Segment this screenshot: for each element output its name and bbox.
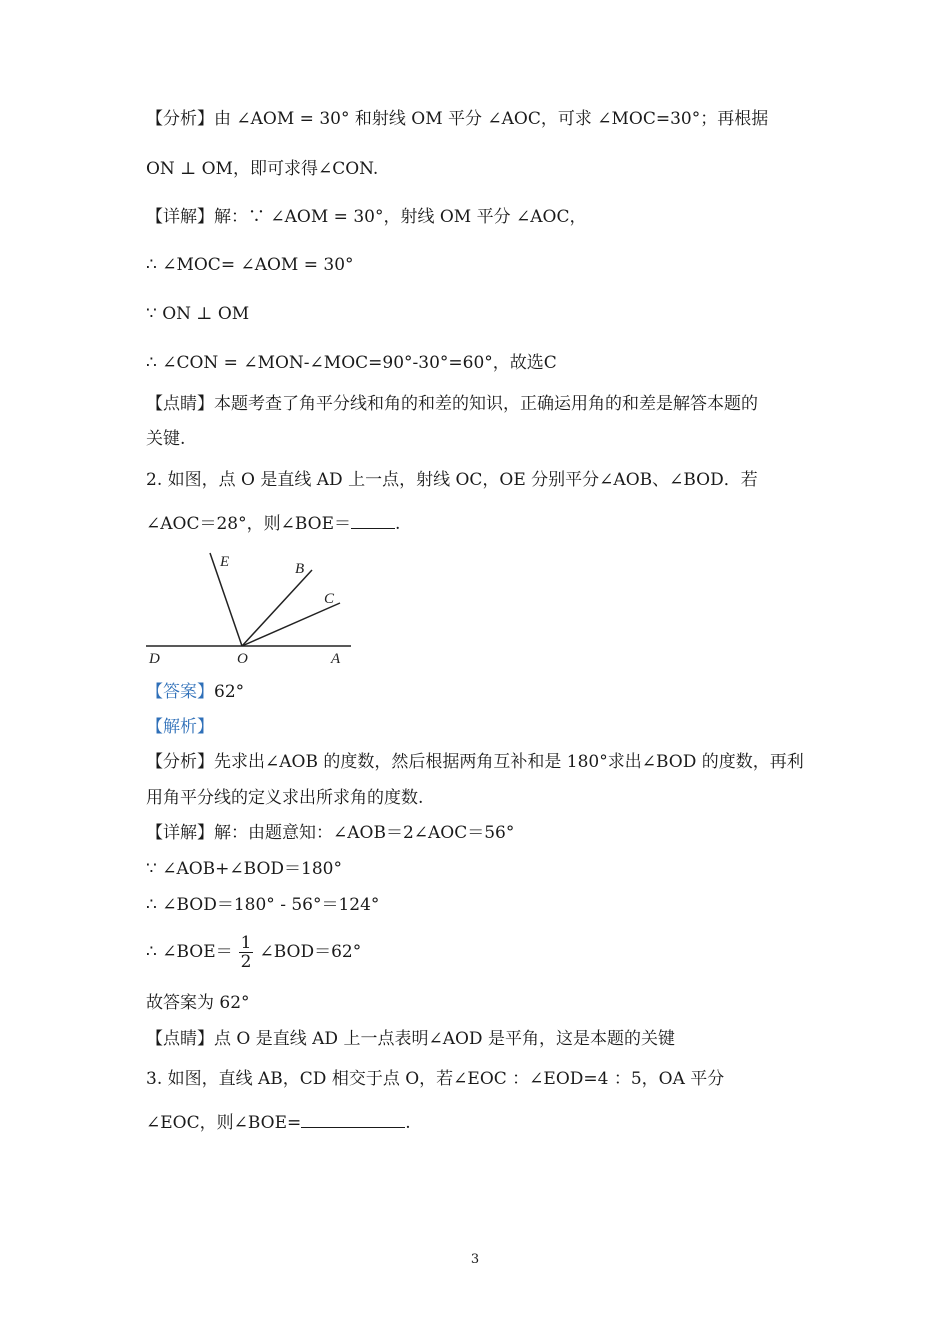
- label-E: E: [220, 554, 230, 570]
- answer-label: 【答案】: [146, 682, 214, 702]
- period: .: [395, 514, 401, 534]
- label-A: A: [331, 651, 341, 667]
- answer-line: [146, 681, 810, 703]
- label-O: O: [237, 651, 248, 667]
- line-6: ∴ ∠CON = ∠MON-∠MOC=90°-30°=60°，故选C: [146, 353, 557, 373]
- q2-conclusion: 故答案为 62°: [146, 993, 250, 1013]
- q2-detail-4-suffix: ∠BOD＝62°: [259, 942, 362, 962]
- q2-detail-4: [146, 932, 810, 972]
- q2-analysis-2: 用角平分线的定义求出所求角的度数.: [146, 788, 424, 808]
- fraction: [239, 934, 254, 971]
- line-3: 【详解】解：∵ ∠AOM = 30°，射线 OM 平分 ∠AOC，: [146, 207, 587, 227]
- line-1: 【分析】由 ∠AOM = 30° 和射线 OM 平分 ∠AOC，可求 ∠MOC=30°；再根据: [146, 109, 769, 129]
- q2-detail-3: ∴ ∠BOD＝180° - 56°＝124°: [146, 895, 380, 915]
- answer-blank-3: [301, 1113, 405, 1128]
- label-B: B: [295, 561, 305, 577]
- q2-analysis-1: 【分析】先求出∠AOB 的度数，然后根据两角互补和是 180°求出∠BOD 的度数，再利: [146, 752, 804, 772]
- page-number: 3: [470, 1252, 480, 1267]
- label-D: D: [149, 651, 160, 667]
- question-3-stem-2: [146, 1112, 810, 1134]
- question-3-stem-text: ∠EOC，则∠BOE=: [146, 1113, 302, 1133]
- question-2-stem: 2. 如图，点 O 是直线 AD 上一点，射线 OC，OE 分别平分∠AOB、∠BOD．若: [146, 470, 758, 490]
- q2-note: 【点睛】点 O 是直线 AD 上一点表明∠AOD 是平角，这是本题的关键: [146, 1029, 675, 1049]
- analysis-label: 【解析】: [146, 717, 214, 737]
- line-7: 【点睛】本题考查了角平分线和角的和差的知识，正确运用角的和差是解答本题的: [146, 394, 758, 414]
- line-5: ∵ ON ⊥ OM: [146, 304, 250, 324]
- answer-blank: [351, 514, 395, 529]
- geometry-figure: [140, 545, 360, 674]
- line-2: ON ⊥ OM，即可求得∠CON.: [146, 159, 379, 179]
- q2-detail-1: 【详解】解：由题意知：∠AOB＝2∠AOC＝56°: [146, 823, 515, 843]
- question-3-stem: 3. 如图，直线 AB，CD 相交于点 O，若∠EOC ：∠EOD=4 ：5，OA 平分: [146, 1069, 725, 1089]
- question-2-stem-2: [146, 513, 810, 535]
- q2-detail-2: ∵ ∠AOB+∠BOD＝180°: [146, 859, 342, 879]
- line-8: 关键.: [146, 429, 186, 449]
- fraction-numerator: 1: [240, 933, 252, 953]
- answer-value: 62°: [214, 682, 245, 702]
- fraction-denominator: 2: [240, 952, 252, 972]
- period-3: .: [405, 1113, 411, 1133]
- label-C: C: [324, 591, 335, 607]
- line-4: ∴ ∠MOC= ∠AOM = 30°: [146, 255, 354, 275]
- question-2-stem-text: ∠AOC＝28°，则∠BOE＝: [146, 514, 351, 534]
- q2-detail-4-prefix: ∴ ∠BOE＝: [146, 942, 233, 962]
